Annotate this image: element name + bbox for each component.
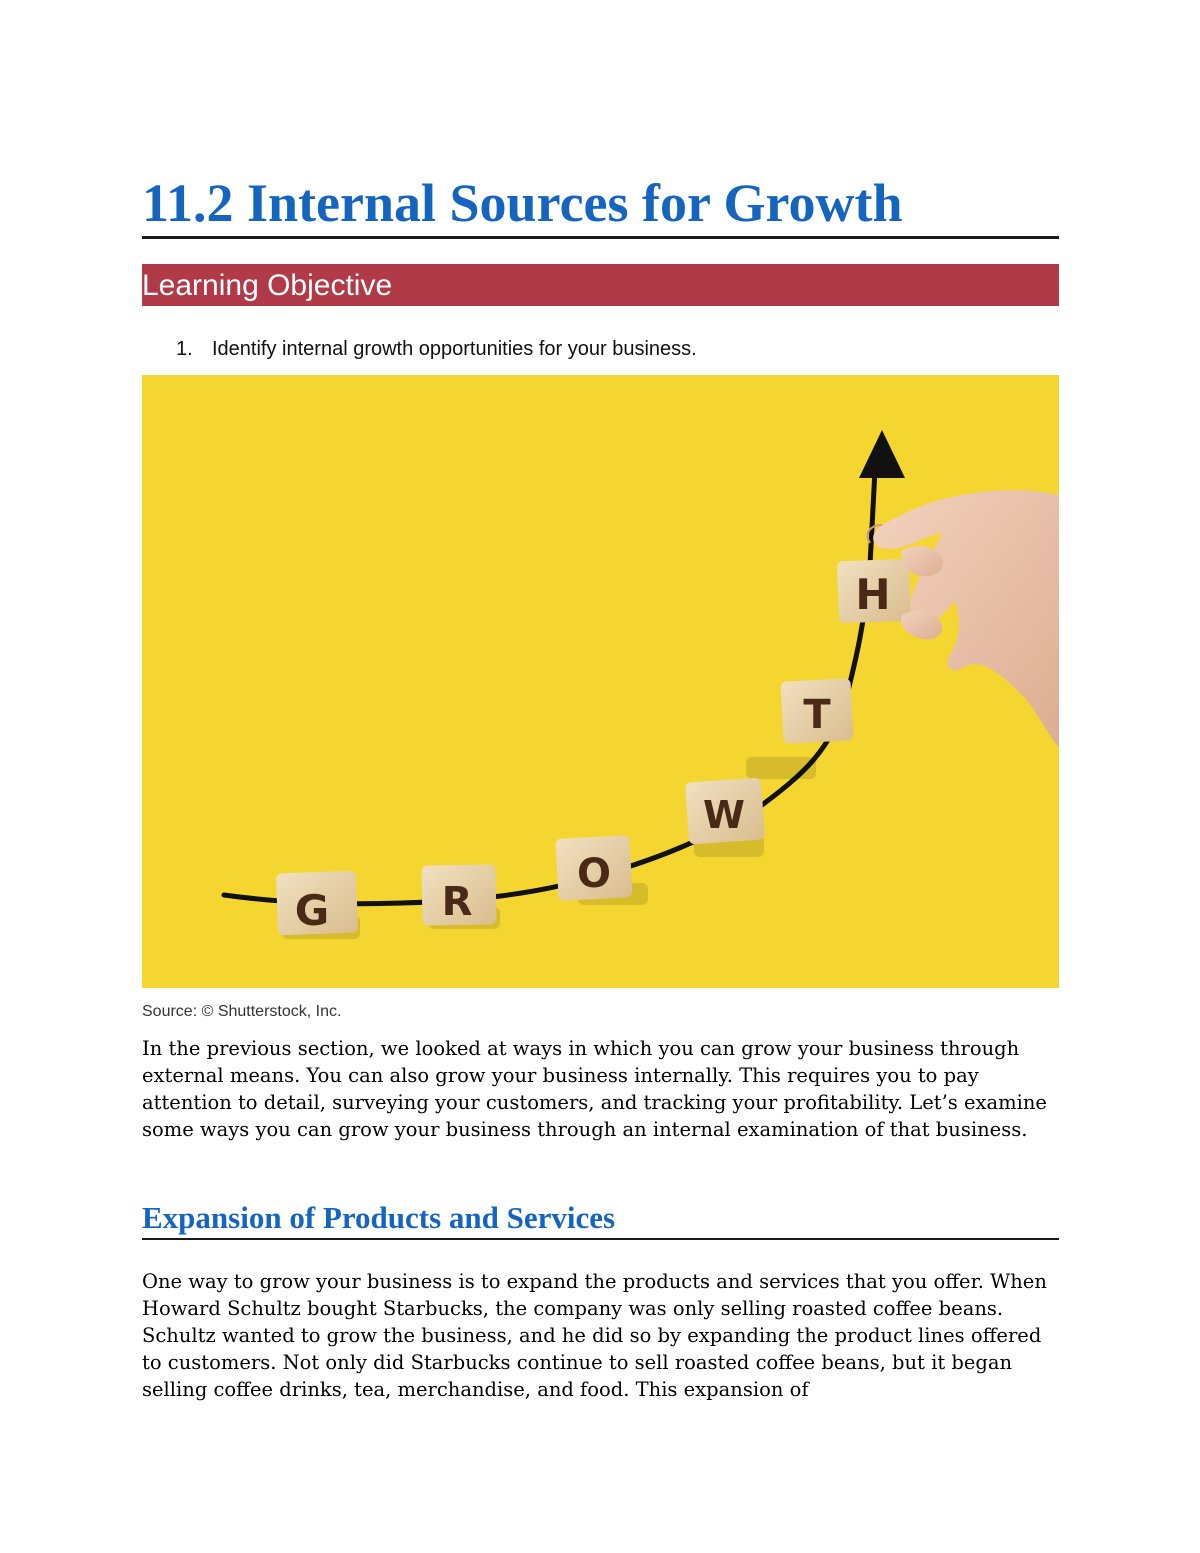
figure-caption: Source: © Shutterstock, Inc.	[142, 1003, 342, 1020]
svg-text:O: O	[576, 851, 612, 897]
block-t	[780, 678, 853, 744]
svg-text:R: R	[441, 879, 473, 925]
growth-figure	[142, 375, 1059, 988]
page-title: 11.2 Internal Sources for Growth	[142, 168, 1059, 239]
section-heading: Expansion of Products and Services	[142, 1198, 1059, 1240]
svg-text:T: T	[803, 692, 831, 738]
svg-text:W: W	[703, 793, 745, 837]
learning-objective-banner	[142, 264, 1059, 306]
objective-number: 1.	[176, 338, 193, 360]
block-r	[421, 864, 496, 925]
block-w	[685, 777, 765, 844]
growth-illustration	[142, 375, 1059, 988]
objective-text: Identify internal growth opportunities for your business.	[212, 338, 697, 360]
block-g	[276, 871, 358, 936]
svg-text:H: H	[855, 570, 891, 619]
growth-curve	[224, 470, 875, 904]
block-o	[555, 835, 632, 901]
svg-text:G: G	[294, 886, 330, 935]
block-h	[837, 559, 911, 623]
arrow-head	[859, 430, 905, 478]
objective-item	[176, 336, 697, 362]
learning-objective-heading: Learning Objective	[142, 269, 393, 302]
section-paragraph: One way to grow your business is to expand the products and services that you offer. When Howard Schultz bought Starbucks, the company was only selling roasted coffee beans. Schultz wanted to grow the business, and he did so by expanding the product lines offered to customers. Not only did Starbucks continue to sell roasted coffee beans, but it began selling coffee drinks, tea, merchandise, and food. This expansion of	[142, 1270, 1047, 1401]
intro-paragraph: In the previous section, we looked at ways in which you can grow your business through external means. You can also grow your business internally. This requires you to pay attention to detail, surveying your customers, and tracking your profitability. Let’s examine some ways you can grow your business through an internal examination of that business.	[142, 1037, 1047, 1141]
